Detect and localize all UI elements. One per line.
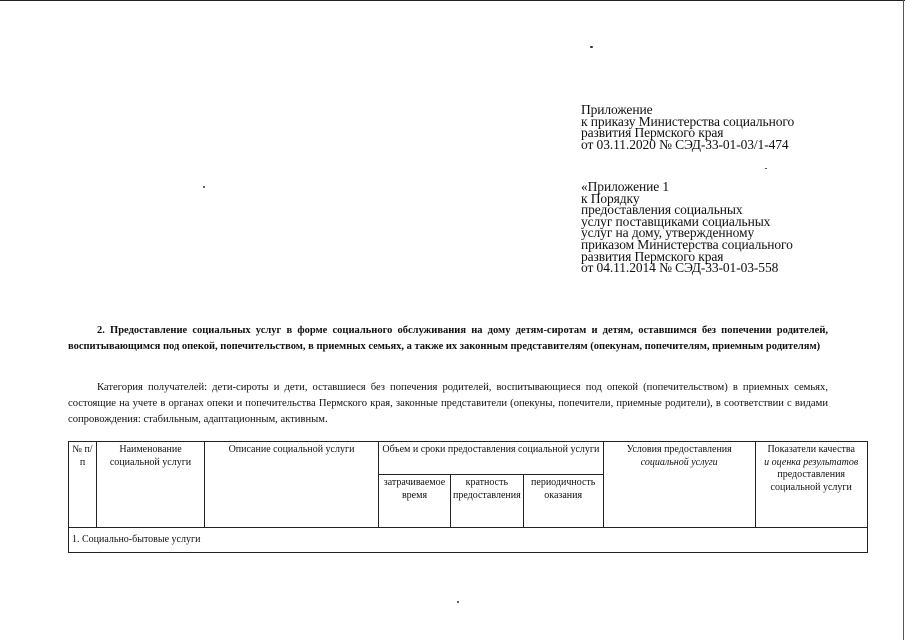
appendix-line: Приложение [581, 102, 653, 117]
section-row-household-services: 1. Социально-бытовые услуги [69, 528, 868, 553]
social-services-table [68, 441, 868, 553]
appendix-line: предоставления социальных [581, 202, 743, 218]
subheader-time-spent: затрачиваемое время [379, 475, 451, 528]
appendix-line: развития Пермского края [581, 125, 724, 141]
subheader-periodicity: периодичность оказания [523, 475, 603, 528]
appendix-line: от 04.11.2014 № СЭД-33-01-03-558 [581, 260, 779, 276]
header-conditions-italic: социальной услуги [640, 456, 718, 468]
appendix-line: к приказу Министерства социального [581, 113, 795, 129]
appendix-line: приказом Министерства социального [581, 236, 793, 252]
header-quality-rest: предоставления социальной услуги [770, 469, 852, 493]
scan-speck [590, 46, 593, 48]
appendix-order-block [581, 104, 794, 150]
page-top-edge [0, 0, 905, 1]
section-heading: 2. Предоставление социальных услуг в форме социального обслуживания на дому детям-сиротам и детям, оставшимся без попечении родителей, воспитывающимся под опекой, попечительством, в приемных семьях, а также их законным представителям (опекунам, попечителям, приемным родителям) [68, 325, 828, 352]
appendix-line: от 03.11.2020 № СЭД-33-01-03/1-474 [581, 136, 789, 152]
header-number: № п/п [69, 442, 97, 528]
header-quality-italic: и оценка результатов [764, 456, 859, 468]
appendix-line: к Порядку [581, 190, 640, 206]
page-right-edge [903, 0, 904, 640]
scan-speck [765, 168, 767, 169]
recipient-category-paragraph: Категория получателей: дети-сироты и дети, оставшиеся без попечения родителей, воспитывающиеся под опекой (попечительством) в приемных семьях, состоящие на учете в органах опеки и попечительства Пермского края, законные представители (опекуны, попечители, приемные родители), в соответствии с видами сопровождения: стабильным, адаптационным, активным. [68, 382, 828, 425]
scan-speck [457, 601, 459, 603]
header-volume-and-terms: Объем и сроки предоставления социальной услуги [379, 442, 604, 475]
appendix-procedure-block [581, 181, 793, 274]
scan-speck [203, 186, 205, 188]
appendix-line: «Приложение 1 [581, 179, 670, 194]
subheader-frequency: кратность предоставления [451, 475, 524, 528]
header-quality [755, 442, 867, 528]
header-conditions [603, 442, 755, 528]
header-conditions-plain: Условия предоставления [626, 444, 732, 455]
header-service-description: Описание социальной услуги [205, 442, 379, 528]
appendix-line: развития Пермского края [581, 248, 724, 264]
appendix-line: услуг поставщиками социальных [581, 213, 771, 229]
appendix-line: услуг на дому, утвержденному [581, 225, 755, 241]
header-quality-line1: Показатели качества [767, 444, 855, 455]
header-service-name: Наименование социальной услуги [97, 442, 205, 528]
